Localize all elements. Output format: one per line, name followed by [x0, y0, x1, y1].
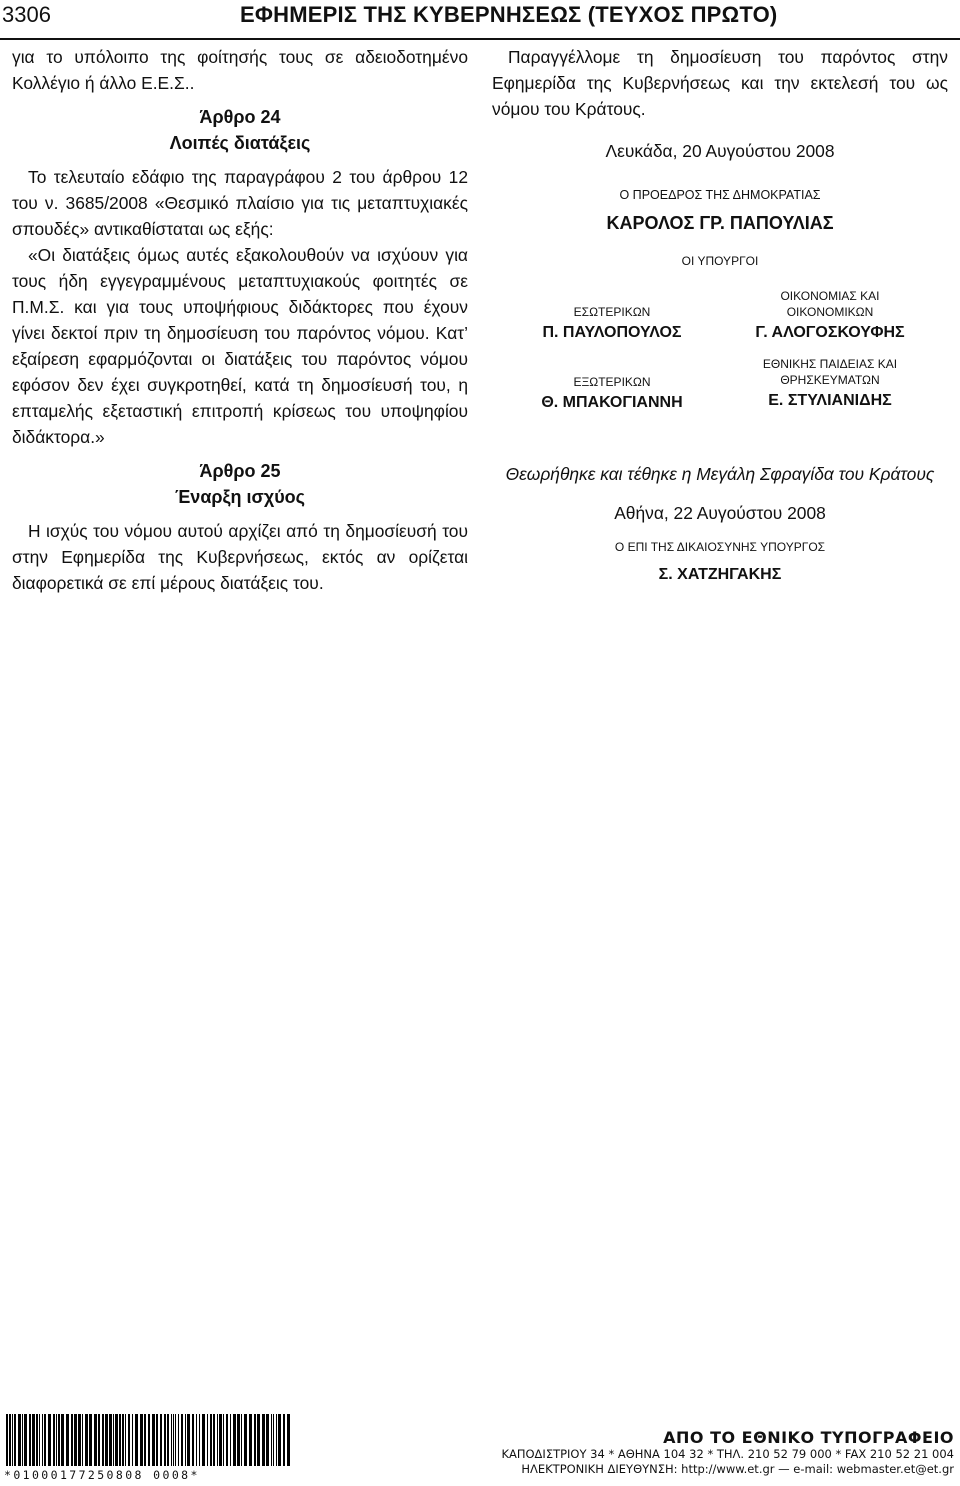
minister-role: ΟΙΚΟΝΟΜΙΑΣ ΚΑΙ ΟΙΚΟΝΟΜΙΚΩΝ: [780, 289, 880, 319]
page-number: 3306: [2, 2, 51, 27]
minister-name: Π. ΠΑΥΛΟΠΟΥΛΟΣ: [542, 324, 682, 341]
printer-info: [501, 1428, 954, 1477]
minister-name: Θ. ΜΠΑΚΟΓΙΑΝΝΗ: [541, 394, 683, 411]
article-24-number: Άρθρο 24: [199, 107, 281, 127]
intro-text: για το υπόλοιπο της φοίτησής τους σε αδειοδοτημένο Κολλέγιο ή άλλο Ε.Ε.Σ..: [12, 47, 468, 93]
article-25-body: Η ισχύς του νόμου αυτού αρχίζει από τη δημοσίευσή του στην Εφημερίδα της Κυβερνήσεως, εκτός αν ορίζεται διαφορετικά σε επί μέρους διατάξεις του.: [12, 521, 468, 593]
minister-role: ΕΘΝΙΚΗΣ ΠΑΙΔΕΙΑΣ ΚΑΙ ΘΡΗΣΚΕΥΜΑΤΩΝ: [762, 357, 898, 387]
article-24-body: Το τελευταίο εδάφιο της παραγράφου 2 του άρθρου 12 του ν. 3685/2008 «Θεσμικό πλαίσιο για τις μεταπτυχιακές σπουδές» αντικαθίσταται ως εξής:: [12, 167, 468, 239]
seal-note: Θεωρήθηκε και τέθηκε η Μεγάλη Σφραγίδα του Κράτους: [505, 464, 935, 484]
publication-order: Παραγγέλλομε τη δημοσίευση του παρόντος στην Εφημερίδα της Κυβερνήσεως και την εκτελεσή του ως νόμου του Κράτους.: [492, 47, 948, 119]
article-24-quote: «Οι διατάξεις όμως αυτές εξακολουθούν να ισχύουν για τους ήδη εγγεγραμμένους μεταπτυχιακούς φοιτητές σε Π.Μ.Σ. και για τους υποψήφιους διδάκτορες που έχουν γίνει δεκτοί πριν τη δημοσίευση του παρόντος νόμου. Κατ’ εξαίρεση εφαρμόζονται οι διατάξεις του παρόντος νόμου εφόσον δεν έχει συγκροτηθεί, κατά τη δημοσίευσή του, η επταμελής εξεταστική επιτροπή κρίσεως του υποψηφίου διδάκτορα.»: [12, 245, 468, 447]
ministers-label: ΟΙ ΥΠΟΥΡΓΟΙ: [681, 254, 759, 268]
gazette-title: ΕΦΗΜΕΡΙΣ ΤΗΣ ΚΥΒΕΡΝΗΣΕΩΣ (ΤΕΥΧΟΣ ΠΡΩΤΟ): [240, 2, 778, 27]
athens-date: Αθήνα, 22 Αυγούστου 2008: [614, 503, 826, 523]
minister-signature: [720, 356, 940, 412]
place-date: Λευκάδα, 20 Αυγούστου 2008: [605, 141, 835, 161]
printer-title: ΑΠΟ ΤΟ ΕΘΝΙΚΟ ΤΥΠΟΓΡΑΦΕΙΟ: [663, 1428, 954, 1447]
left-column: [12, 44, 468, 596]
article-24-heading: [12, 104, 468, 156]
minister-role: ΕΞΩΤΕΡΙΚΩΝ: [573, 375, 651, 389]
minister-signature: [720, 288, 940, 344]
barcode-digits: *01000177250808 0008*: [4, 1468, 200, 1482]
article-25-heading: [12, 458, 468, 510]
article-24-title: Λοιπές διατάξεις: [169, 133, 311, 153]
printer-address: ΚΑΠΟΔΙΣΤΡΙΟΥ 34 * ΑΘΗΝΑ 104 32 * ΤΗΛ. 210 52 79 000 * FAX 210 52 21 004: [501, 1447, 954, 1461]
ministers-signatures: [492, 282, 948, 442]
page-header: [0, 0, 960, 40]
barcode-block: [4, 1414, 296, 1484]
article-25-number: Άρθρο 25: [199, 461, 281, 481]
minister-signature: [502, 374, 722, 414]
printer-web: ΗΛΕΚΤΡΟΝΙΚΗ ΔΙΕΥΘΥΝΣΗ: http://www.et.gr — e-mail: webmaster.et@et.gr: [521, 1462, 954, 1476]
justice-minister-name: Σ. ΧΑΤΖΗΓΑΚΗΣ: [658, 566, 782, 583]
right-column: [492, 44, 948, 588]
article-25-title: Έναρξη ισχύος: [174, 487, 306, 507]
barcode-image: [4, 1414, 296, 1466]
minister-name: Ε. ΣΤΥΛΙΑΝΙΔΗΣ: [768, 392, 892, 409]
minister-signature: [502, 304, 722, 344]
president-title: Ο ΠΡΟΕΔΡΟΣ ΤΗΣ ΔΗΜΟΚΡΑΤΙΑΣ: [619, 188, 821, 202]
minister-role: ΕΣΩΤΕΡΙΚΩΝ: [573, 305, 651, 319]
justice-minister-role: Ο ΕΠΙ ΤΗΣ ΔΙΚΑΙΟΣΥΝΗΣ ΥΠΟΥΡΓΟΣ: [614, 540, 826, 554]
minister-name: Γ. ΑΛΟΓΟΣΚΟΥΦΗΣ: [755, 324, 905, 341]
president-name: ΚΑΡΟΛΟΣ ΓΡ. ΠΑΠΟΥΛΙΑΣ: [606, 213, 834, 233]
